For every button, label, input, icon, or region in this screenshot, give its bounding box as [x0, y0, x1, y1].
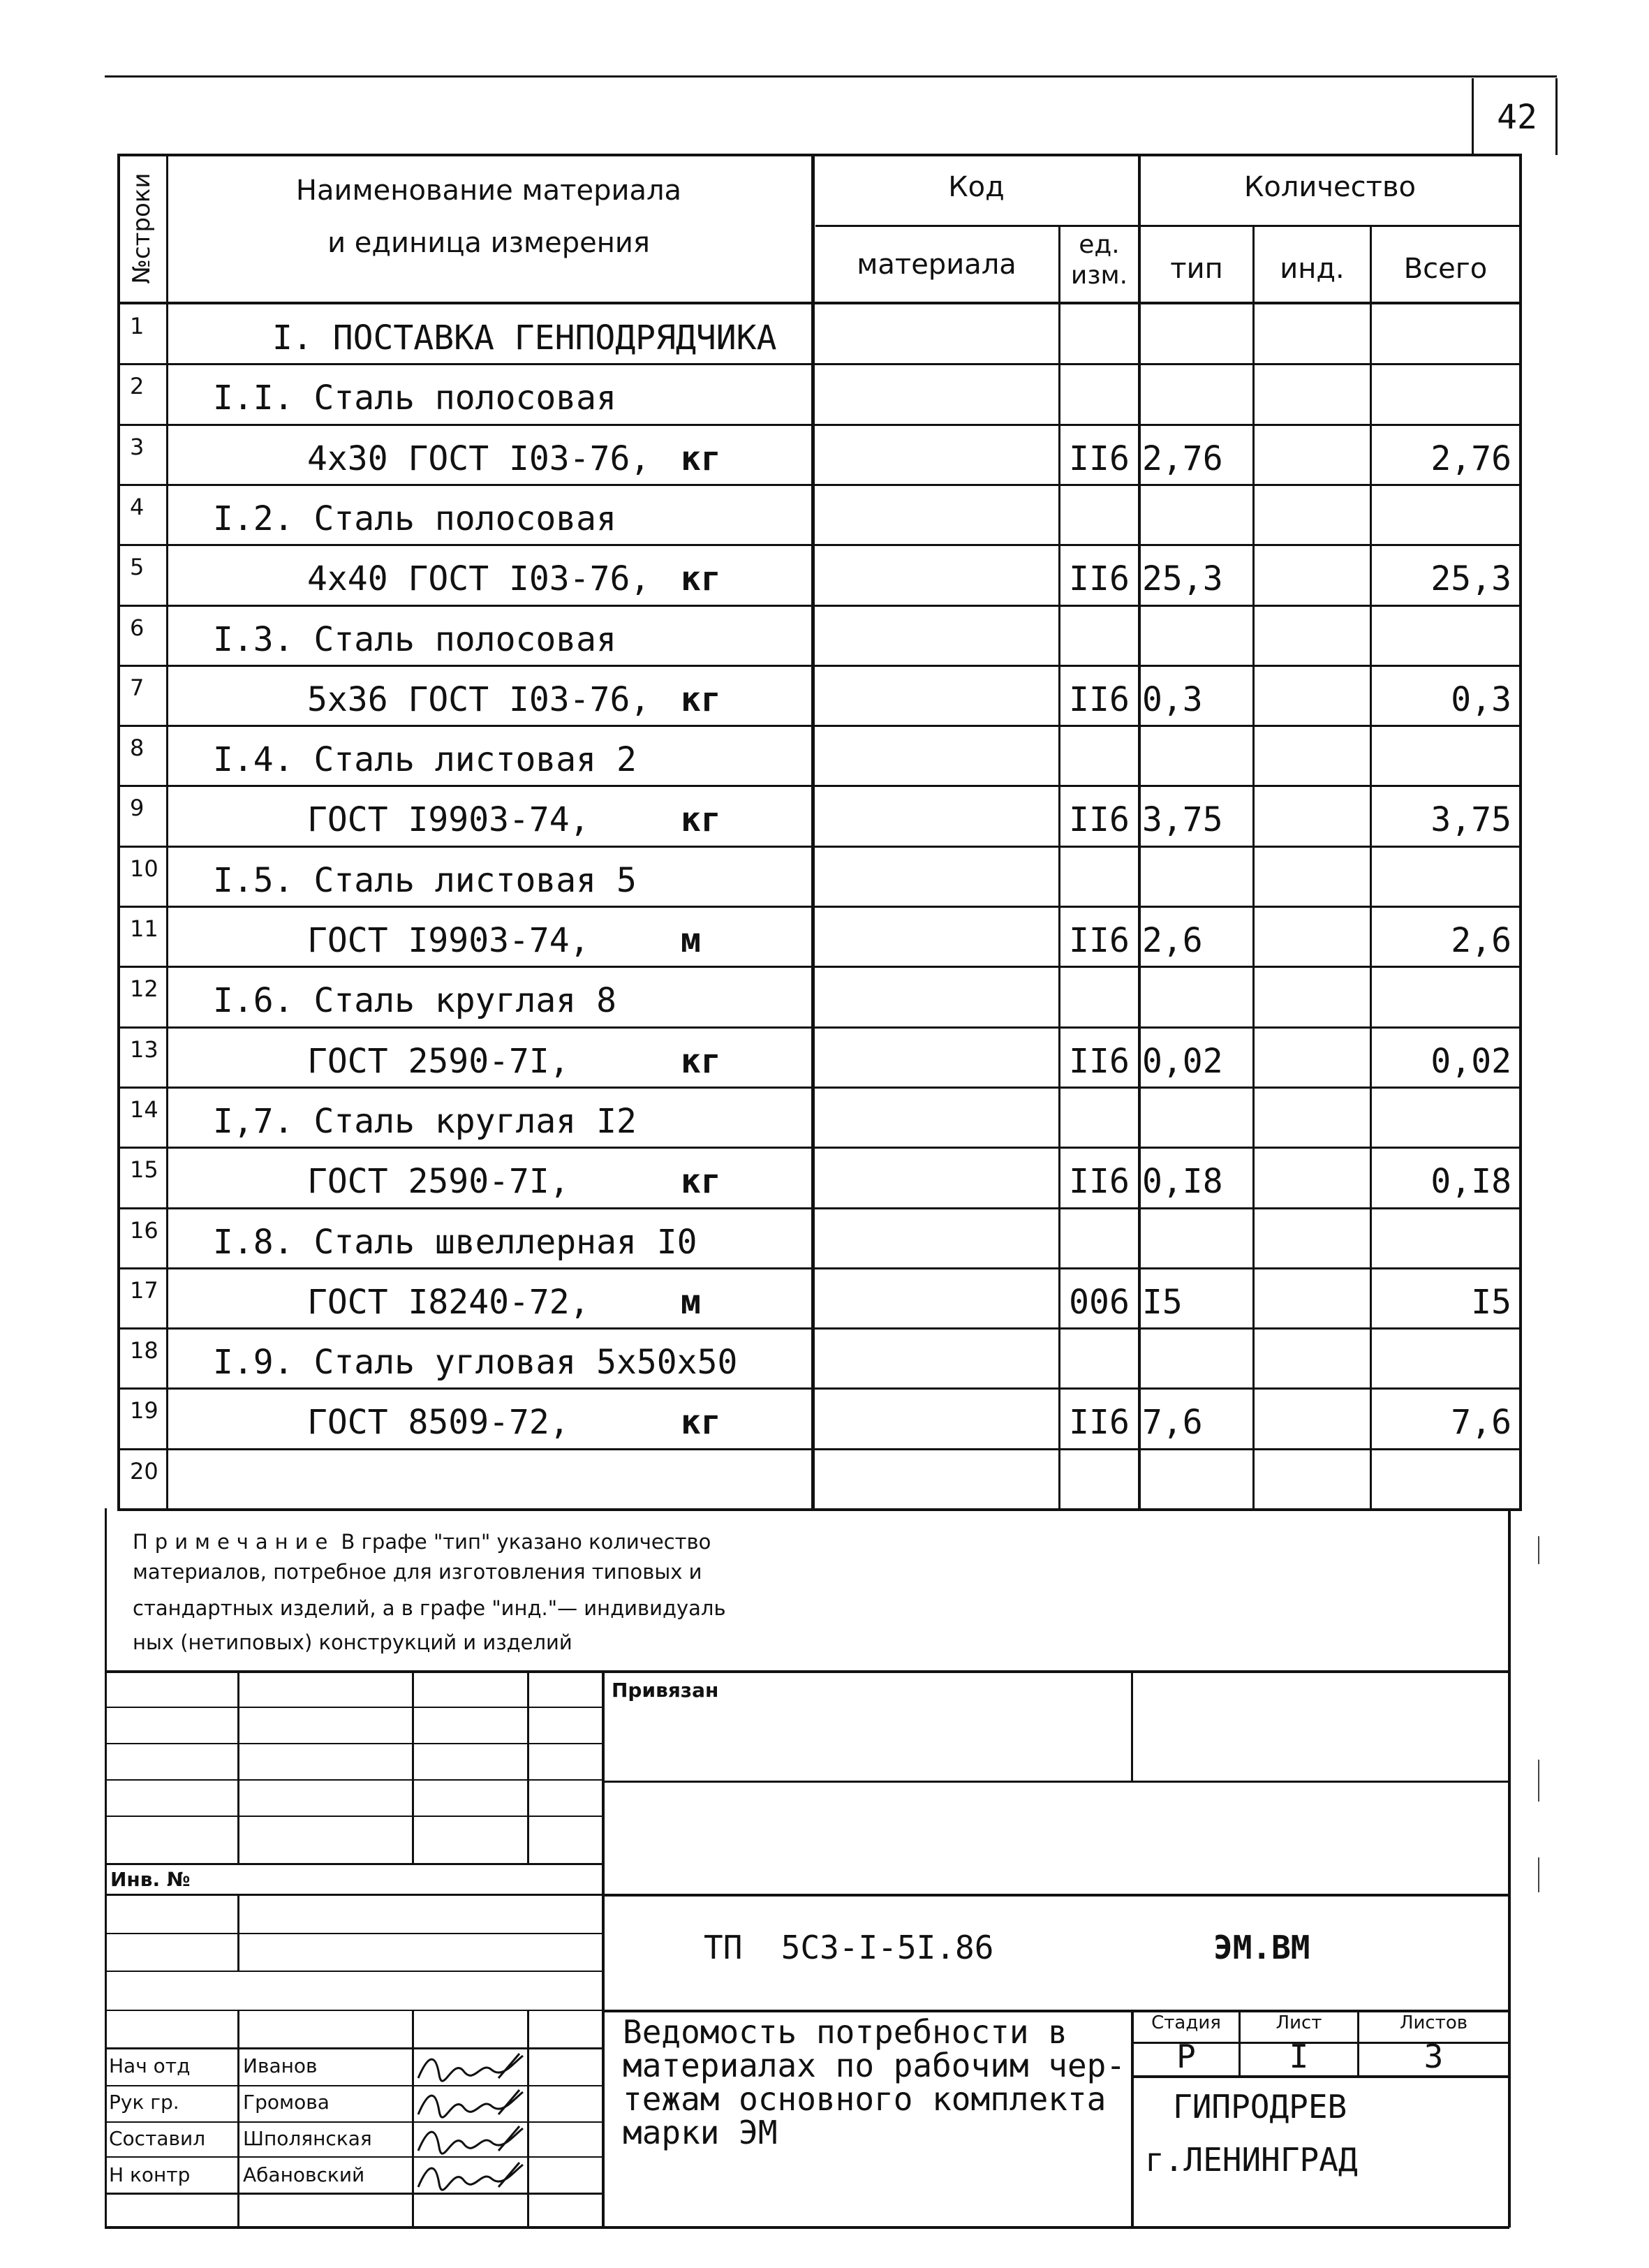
handwritten-signature	[415, 2050, 526, 2085]
row-number: 16	[130, 1217, 158, 1244]
type-quantity: 3,75	[1142, 800, 1223, 839]
row-number: 20	[130, 1458, 158, 1485]
organization-city: г.ЛЕНИНГРАД	[1145, 2141, 1358, 2179]
material-name: 4х30 ГОСТ I03-76,	[307, 439, 651, 478]
unit-of-measure: кг	[681, 1403, 721, 1442]
document-title-line1: Ведомость потребности в	[623, 2013, 1067, 2051]
page-number: 42	[1497, 98, 1537, 137]
note-line2: материалов, потребное для изготовления типовых и	[133, 1560, 702, 1584]
privyazan-label: Привязан	[612, 1679, 719, 1702]
unit-code: 006	[1069, 1283, 1130, 1322]
material-name: ГОСТ I9903-74,	[307, 921, 590, 960]
stage-label: Стадия	[1151, 2012, 1221, 2033]
row-number: 13	[130, 1036, 158, 1063]
row-number: 5	[130, 554, 145, 580]
unit-code: II6	[1069, 1403, 1130, 1442]
material-name: I,7. Сталь круглая I2	[213, 1102, 637, 1141]
note-text	[133, 1524, 711, 1560]
row-number: 11	[130, 915, 158, 942]
total-quantity: 3,75	[1430, 800, 1511, 839]
material-name: I.9. Сталь угловая 5х50х50	[213, 1343, 738, 1382]
type-quantity: I5	[1142, 1283, 1183, 1322]
document-title-line3: тежам основного комплекта	[623, 2080, 1107, 2118]
type-quantity: 0,3	[1142, 680, 1203, 719]
signature-name: Абановский	[243, 2163, 365, 2186]
row-number: 12	[130, 975, 158, 1002]
row-number: 2	[130, 373, 145, 399]
handwritten-signature	[415, 2159, 526, 2194]
document-mark: ЭМ.ВМ	[1213, 1929, 1310, 1966]
unit-header-line1: ед.	[1079, 230, 1120, 259]
code-header: Код	[948, 171, 1005, 203]
unit-code: II6	[1069, 559, 1130, 598]
unit-code: II6	[1069, 680, 1130, 719]
unit-code: II6	[1069, 1162, 1130, 1201]
note-line1: В графе "тип" указано количество	[334, 1530, 711, 1554]
signature-name: Шполянская	[243, 2127, 372, 2150]
type-quantity: 7,6	[1142, 1403, 1203, 1442]
unit-code: II6	[1069, 439, 1130, 478]
type-quantity: 0,02	[1142, 1042, 1223, 1081]
row-number: 9	[130, 795, 145, 821]
sheet-label: Лист	[1275, 2012, 1322, 2033]
material-name: I. ПОСТАВКА ГЕНПОДРЯДЧИКА	[272, 318, 777, 358]
total-header: Всего	[1403, 253, 1488, 285]
total-quantity: I5	[1471, 1283, 1511, 1322]
material-name: ГОСТ I8240-72,	[307, 1283, 590, 1322]
row-number-header: №строки	[128, 172, 156, 284]
row-number: 17	[130, 1277, 158, 1304]
total-quantity: 7,6	[1451, 1403, 1511, 1442]
name-header-line1: Наименование материала	[295, 175, 682, 207]
material-name: I.I. Сталь полосовая	[213, 378, 616, 418]
type-quantity: 2,76	[1142, 439, 1223, 478]
row-number: 14	[130, 1096, 158, 1123]
total-quantity: 2,76	[1430, 439, 1511, 478]
type-quantity: 2,6	[1142, 921, 1203, 960]
handwritten-signature	[415, 2086, 526, 2121]
material-name: ГОСТ 2590-7I,	[307, 1162, 570, 1201]
signature-role: Н контр	[109, 2163, 191, 2186]
type-quantity: 25,3	[1142, 559, 1223, 598]
signature-role: Нач отд	[109, 2054, 191, 2077]
inventory-number-label: Инв. №	[110, 1868, 191, 1891]
unit-of-measure: кг	[681, 1042, 721, 1081]
document-title-line2: материалах по рабочим чер-	[623, 2047, 1126, 2084]
name-header-line2: и единица измерения	[327, 227, 650, 259]
row-number: 3	[130, 434, 145, 460]
material-name: I.6. Сталь круглая 8	[213, 981, 616, 1020]
signature-name: Громова	[243, 2091, 330, 2114]
unit-of-measure: кг	[681, 800, 721, 839]
note-line3: стандартных изделий, а в графе "инд."— индивидуаль	[133, 1596, 726, 1620]
unit-of-measure: кг	[681, 680, 721, 719]
material-name: I.4. Сталь листовая 2	[213, 740, 637, 779]
unit-of-measure: кг	[681, 439, 721, 478]
unit-of-measure: м	[681, 921, 701, 960]
note-line4: ных (нетиповых) конструкций и изделий	[133, 1630, 572, 1654]
total-quantity: 0,I8	[1430, 1162, 1511, 1201]
row-number: 10	[130, 855, 158, 882]
material-name: ГОСТ 8509-72,	[307, 1403, 570, 1442]
row-number: 6	[130, 614, 145, 641]
signature-role: Рук гр.	[109, 2091, 179, 2114]
material-name: 5х36 ГОСТ I03-76,	[307, 680, 651, 719]
signature-role: Составил	[109, 2127, 206, 2150]
type-header: тип	[1170, 253, 1223, 285]
material-name: I.2. Сталь полосовая	[213, 499, 616, 538]
ind-header: инд.	[1280, 253, 1345, 285]
unit-of-measure: м	[681, 1283, 701, 1322]
sheets-label: Листов	[1399, 2012, 1468, 2033]
row-number: 18	[130, 1337, 158, 1364]
stage-value: Р	[1176, 2038, 1196, 2075]
unit-header-line2: изм.	[1070, 261, 1128, 290]
quantity-header: Количество	[1243, 171, 1416, 203]
document-title-line4: марки ЭМ	[623, 2114, 778, 2151]
unit-code: II6	[1069, 800, 1130, 839]
material-name: ГОСТ I9903-74,	[307, 800, 590, 839]
row-number: 7	[130, 675, 145, 701]
row-number: 4	[130, 494, 145, 520]
unit-code: II6	[1069, 921, 1130, 960]
row-number: 8	[130, 735, 145, 761]
signature-name: Иванов	[243, 2054, 318, 2077]
unit-of-measure: кг	[681, 1162, 721, 1201]
sheets-value: 3	[1424, 2038, 1444, 2075]
row-number: 15	[130, 1156, 158, 1183]
material-name: 4х40 ГОСТ I03-76,	[307, 559, 651, 598]
handwritten-signature	[415, 2123, 526, 2158]
note-label: Примечание	[133, 1530, 335, 1554]
unit-code: II6	[1069, 1042, 1130, 1081]
type-quantity: 0,I8	[1142, 1162, 1223, 1201]
total-quantity: 25,3	[1430, 559, 1511, 598]
document-code: ТП 5СЗ-I-5I.86	[704, 1929, 994, 1966]
unit-of-measure: кг	[681, 559, 721, 598]
row-number: 19	[130, 1397, 158, 1424]
material-name: ГОСТ 2590-7I,	[307, 1042, 570, 1081]
material-name: I.3. Сталь полосовая	[213, 620, 616, 659]
total-quantity: 2,6	[1451, 921, 1511, 960]
total-quantity: 0,3	[1451, 680, 1511, 719]
row-number: 1	[130, 313, 145, 339]
sheet-value: I	[1289, 2038, 1309, 2075]
total-quantity: 0,02	[1430, 1042, 1511, 1081]
material-name: I.8. Сталь швеллерная I0	[213, 1223, 697, 1262]
material-name: I.5. Сталь листовая 5	[213, 861, 637, 900]
material-code-header: материала	[857, 249, 1016, 281]
organization-name: ГИПРОДРЕВ	[1173, 2088, 1347, 2126]
